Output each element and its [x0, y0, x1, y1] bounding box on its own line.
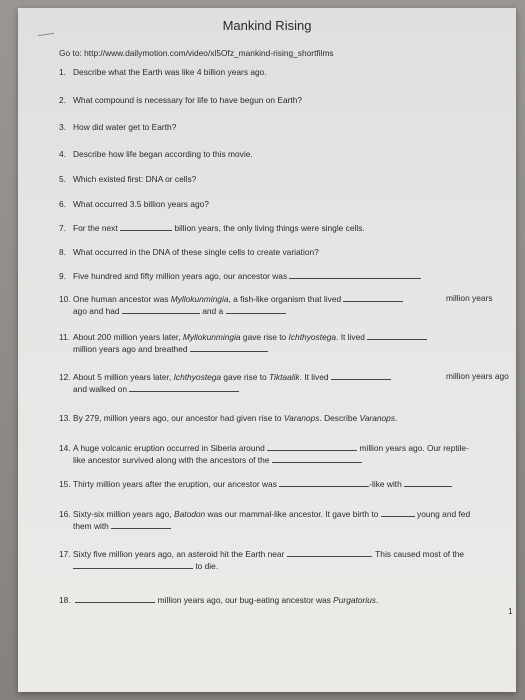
goto-label: Go to:: [59, 48, 82, 58]
question-17: 17. Sixty five million years ago, an asteroid hit the Earth near . This caused most of the to die.: [59, 549, 465, 571]
goto-line: [59, 48, 334, 58]
worksheet-title: Mankind Rising: [222, 18, 312, 33]
answer-blank[interactable]: [289, 270, 421, 279]
page-number: 1: [508, 606, 513, 616]
question-13: 13. By 279, million years ago, our ancestor had given rise to Varanops. Describe Varanops.: [59, 413, 398, 423]
worksheet-page: [18, 8, 516, 692]
answer-blank[interactable]: [272, 454, 362, 463]
question-8: 8. What occurred in the DNA of these single cells to create variation?: [59, 247, 319, 257]
answer-blank[interactable]: [122, 305, 200, 314]
answer-blank[interactable]: [343, 293, 403, 302]
answer-blank[interactable]: [381, 508, 415, 517]
answer-blank[interactable]: [279, 478, 369, 487]
question-16: 16. Sixty-six million years ago, Batodon was our mammal-like ancestor. It gave birth to young and fed them with: [59, 509, 471, 531]
answer-blank[interactable]: [367, 331, 427, 340]
question-18: 18. million years ago, our bug-eating ancestor was Purgatorius.: [59, 595, 379, 605]
question-3: 3. How did water get to Earth?: [59, 122, 177, 132]
question-12: 12. About 5 million years later, Ichthyostega gave rise to Tiktaalik. It lived and walked on: [59, 371, 509, 395]
q10-suffix: million years: [446, 293, 493, 303]
video-url[interactable]: http://www.dailymotion.com/video/xl5Ofz_mankind-rising_shortfilms: [84, 48, 334, 58]
question-10: 10. One human ancestor was Myllokunmingia, a fish-like organism that lived ago and had and a: [59, 293, 509, 317]
answer-blank[interactable]: [226, 305, 286, 314]
question-9: 9. Five hundred and fifty million years ago, our ancestor was: [59, 270, 509, 282]
corner-pen-mark: [38, 33, 54, 36]
question-2: 2. What compound is necessary for life to have begun on Earth?: [59, 95, 303, 105]
question-14: 14. A huge volcanic eruption occurred in Siberia around million years ago. Our reptile- like ancestor survived along with the ancestors of the: [59, 443, 469, 465]
answer-blank[interactable]: [111, 520, 171, 529]
answer-blank[interactable]: [75, 594, 155, 603]
answer-blank[interactable]: [331, 371, 391, 380]
question-6: 6. What occurred 3.5 billion years ago?: [59, 199, 209, 209]
answer-blank[interactable]: [287, 548, 371, 557]
answer-blank[interactable]: [267, 442, 357, 451]
question-4: 4. Describe how life began according to this movie.: [59, 149, 253, 159]
question-11: 11. About 200 million years later, Myllokunmingia gave rise to Ichthyostega. It lived million years ago and breathed: [59, 331, 509, 355]
answer-blank[interactable]: [73, 560, 193, 569]
question-7: 7. For the next billion years, the only living things were single cells.: [59, 223, 365, 233]
question-5: 5. Which existed first: DNA or cells?: [59, 174, 197, 184]
answer-blank[interactable]: [190, 343, 268, 352]
answer-blank[interactable]: [120, 222, 172, 231]
answer-blank[interactable]: [404, 478, 452, 487]
q12-suffix: million years ago: [446, 371, 509, 381]
question-1: 1. Describe what the Earth was like 4 billion years ago.: [59, 67, 267, 77]
answer-blank[interactable]: [129, 383, 239, 392]
question-15: 15. Thirty million years after the eruption, our ancestor was -like with: [59, 478, 509, 490]
